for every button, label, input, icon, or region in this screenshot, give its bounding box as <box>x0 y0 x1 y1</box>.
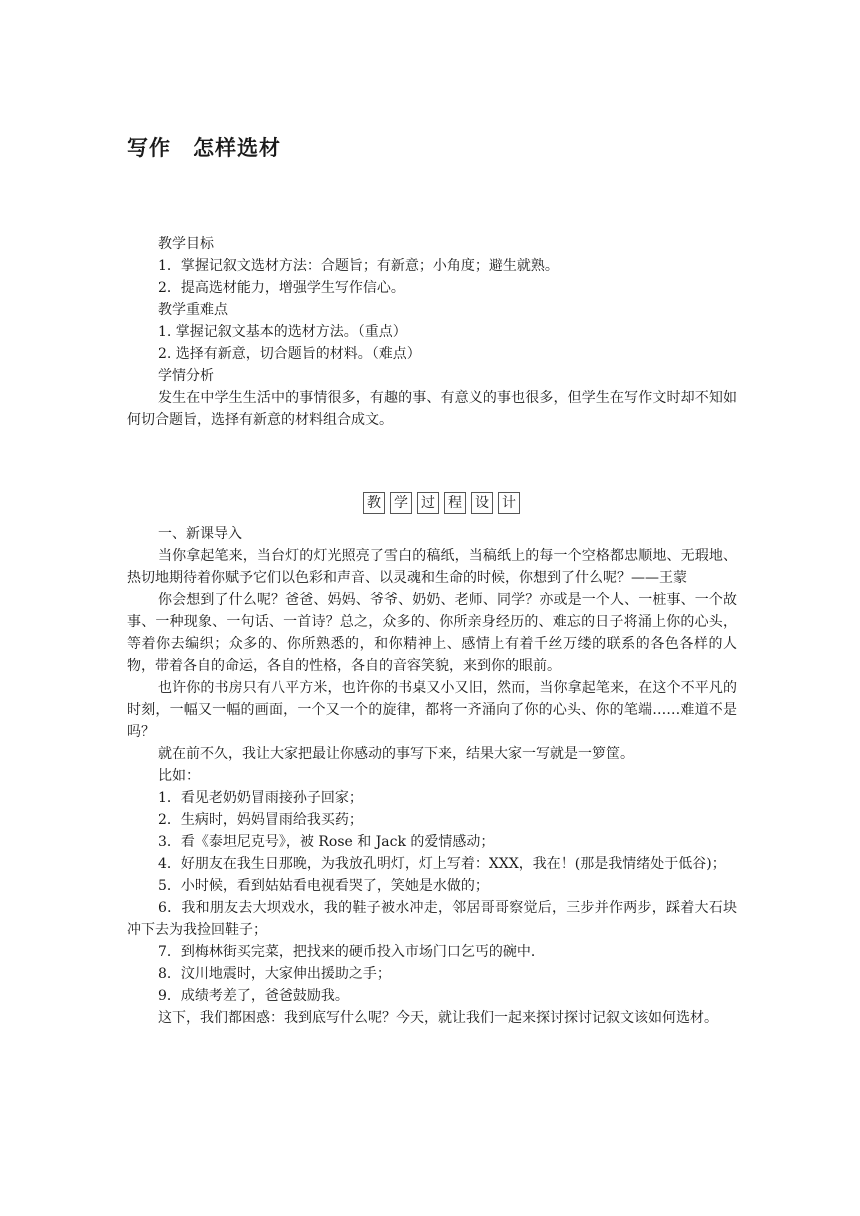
example-item: 7．到梅林街买完菜，把找来的硬币投入市场门口乞丐的碗中． <box>158 944 545 960</box>
intro-block <box>127 233 737 431</box>
example-item: 2．生病时，妈妈冒雨给我买药； <box>158 812 363 828</box>
section-heading: 一、新课导入 <box>158 526 242 542</box>
example-item: 9．成绩考差了，爸爸鼓励我。 <box>158 988 349 1004</box>
objective-item: 1．掌握记叙文选材方法：合题旨；有新意；小角度；避生就熟。 <box>158 258 559 274</box>
body-paragraph: 当你拿起笔来，当台灯的灯光照亮了雪白的稿纸，当稿纸上的每一个空格都忠顺地、无瑕地、热切地期待着你赋予它们以色彩和声音、以灵魂和生命的时候，你想到了什么呢？——王蒙 <box>127 548 737 586</box>
examples-intro: 比如： <box>158 768 200 784</box>
body-paragraph: 你会想到了什么呢？爸爸、妈妈、爷爷、奶奶、老师、同学？亦或是一个人、一桩事、一个故事、一种现象、一句话、一首诗？总之，众多的、你所亲身经历的、难忘的日子将涌上你的心头，等着你去编织；众多的、你所熟悉的，和你精神上、感情上有着千丝万缕的联系的各色各样的人物，带着各自的命运，各自的性格，各自的音容笑貌，来到你的眼前。 <box>127 592 737 674</box>
example-item: 3．看《泰坦尼克号》，被 Rose 和 Jack 的爱情感动； <box>158 834 495 850</box>
body-paragraph: 也许你的书房只有八平方米，也许你的书桌又小又旧，然而，当你拿起笔来，在这个不平凡的时刻，一幅又一幅的画面，一个又一个的旋律，都将一齐涌向了你的心头、你的笔端……难道不是吗？ <box>127 680 737 740</box>
page-title: 写作 怎样选材 <box>127 136 281 160</box>
closing-paragraph: 这下，我们都困惑：我到底写什么呢？今天，就让我们一起来探讨探讨记叙文该如何选材。 <box>158 1010 718 1026</box>
body-paragraph: 就在前不久，我让大家把最让你感动的事写下来，结果大家一写就是一箩筐。 <box>158 746 634 762</box>
key-point-item: 1. 掌握记叙文基本的选材方法。（重点） <box>158 324 407 340</box>
process-design-title <box>363 492 525 514</box>
objectives-heading: 教学目标 <box>158 236 214 252</box>
analysis-text: 发生在中学生生活中的事情很多，有趣的事、有意义的事也很多，但学生在写作文时却不知如何切合题旨，选择有新意的材料组合成文。 <box>127 390 737 428</box>
process-title-char: 学 <box>390 492 412 514</box>
objective-item: 2．提高选材能力，增强学生写作信心。 <box>158 280 405 296</box>
key-points-heading: 教学重难点 <box>158 302 228 318</box>
process-title-char: 过 <box>417 492 439 514</box>
example-item: 8．汶川地震时，大家伸出援助之手； <box>158 966 391 982</box>
example-item: 6．我和朋友去大坝戏水，我的鞋子被水冲走，邻居哥哥察觉后，三步并作两步，踩着大石块冲下去为我捡回鞋子； <box>127 900 737 938</box>
process-title-char: 设 <box>471 492 493 514</box>
process-title-char: 教 <box>363 492 385 514</box>
example-item: 1．看见老奶奶冒雨接孙子回家； <box>158 790 363 806</box>
process-title-char: 程 <box>444 492 466 514</box>
analysis-heading: 学情分析 <box>158 368 214 384</box>
example-item: 5．小时候，看到姑姑看电视看哭了，笑她是水做的； <box>158 878 489 894</box>
example-item: 4．好朋友在我生日那晚，为我放孔明灯，灯上写着：XXX，我在！(那是我情绪处于低谷)； <box>158 856 726 872</box>
process-title-char: 计 <box>498 492 520 514</box>
section-new-lesson <box>127 523 737 1029</box>
key-point-item: 2. 选择有新意，切合题旨的材料。（难点） <box>158 346 421 362</box>
